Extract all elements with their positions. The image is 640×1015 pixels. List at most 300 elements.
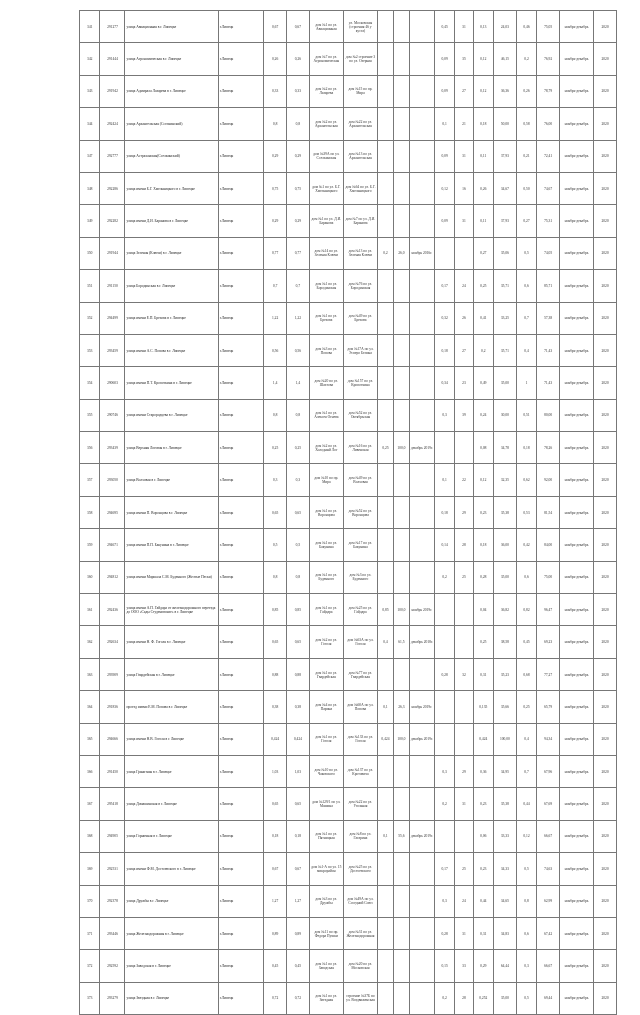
defect-length-cell: [434, 691, 454, 723]
length-asphalt-cell: 0,45: [287, 950, 310, 982]
repair-date-cell: [409, 950, 434, 982]
segment-start-cell: дом №11 по пр. Федора Пушки: [309, 917, 343, 949]
table-row: [80, 658, 617, 690]
repair-percent-cell: [393, 885, 409, 917]
remaining-length-cell: 0,68: [516, 658, 536, 690]
table-row: [80, 172, 617, 204]
repair-date-cell: ноябрь 2016г.: [409, 237, 434, 269]
remaining-percent-cell: 81,54: [537, 496, 560, 528]
length-asphalt-cell: 0,88: [287, 658, 310, 690]
planned-percent-cell: 33,33: [494, 820, 517, 852]
remaining-length-cell: 0,3: [516, 950, 536, 982]
remaining-percent-cell: 71,43: [537, 367, 560, 399]
length-total-cell: 0,3: [264, 464, 287, 496]
defect-percent-cell: 31: [455, 917, 473, 949]
defect-length-cell: [434, 594, 454, 626]
work-year-cell: 2020: [594, 723, 617, 755]
road-code-cell: 291150: [100, 270, 125, 302]
remaining-percent-cell: 84,00: [537, 529, 560, 561]
work-year-cell: 2020: [594, 399, 617, 431]
defect-percent-cell: 28: [455, 529, 473, 561]
remaining-length-cell: 1: [516, 367, 536, 399]
work-period-cell: ноябрь-декабрь: [559, 691, 593, 723]
work-year-cell: 2020: [594, 367, 617, 399]
length-asphalt-cell: 0,75: [287, 172, 310, 204]
planned-length-cell: 0,18: [473, 529, 493, 561]
road-code-cell: 294499: [100, 302, 125, 334]
remaining-length-cell: 0,4: [516, 723, 536, 755]
row-number-cell: 356: [80, 432, 100, 464]
repair-date-cell: [409, 270, 434, 302]
planned-length-cell: 0,2: [473, 334, 493, 366]
length-total-cell: 0,88: [264, 658, 287, 690]
work-year-cell: 2020: [594, 594, 617, 626]
work-period-cell: ноябрь-декабрь: [559, 529, 593, 561]
city-cell: г.Липецк: [218, 529, 264, 561]
road-code-cell: 294695: [100, 496, 125, 528]
length-asphalt-cell: 0,77: [287, 237, 310, 269]
length-total-cell: 0,67: [264, 853, 287, 885]
remaining-length-cell: 0,62: [516, 464, 536, 496]
length-asphalt-cell: 0,8: [287, 561, 310, 593]
remaining-length-cell: 0,42: [516, 529, 536, 561]
defect-percent-cell: 33: [455, 950, 473, 982]
repair-percent-cell: [393, 75, 409, 107]
planned-percent-cell: 37,93: [494, 205, 517, 237]
table-row: [80, 43, 617, 75]
road-code-cell: 293439: [100, 432, 125, 464]
planned-length-cell: 0,424: [473, 723, 493, 755]
planned-percent-cell: 35,38: [494, 788, 517, 820]
remaining-length-cell: 0,51: [516, 399, 536, 431]
street-name-cell: улица Дружбы в г. Липецке: [125, 885, 218, 917]
road-code-cell: 292436: [100, 594, 125, 626]
city-cell: г.Липецк: [218, 820, 264, 852]
city-cell: г.Липецк: [218, 885, 264, 917]
remaining-percent-cell: 75,05: [537, 11, 560, 43]
street-name-cell: улица имени Е.П. Брехова в г. Липецке: [125, 302, 218, 334]
table-row: [80, 496, 617, 528]
length-asphalt-cell: 0,65: [287, 626, 310, 658]
remaining-length-cell: 0,82: [516, 594, 536, 626]
work-period-cell: ноябрь-декабрь: [559, 853, 593, 885]
planned-percent-cell: 36,36: [494, 75, 517, 107]
repair-length-cell: 0,424: [378, 723, 394, 755]
segment-end-cell: дом №64 по ул. Б.Г. Хмельницкого: [343, 172, 377, 204]
defect-percent-cell: 27: [455, 334, 473, 366]
repair-date-cell: [409, 302, 434, 334]
planned-percent-cell: 34,65: [494, 885, 517, 917]
length-asphalt-cell: 0,8: [287, 108, 310, 140]
city-cell: г.Липецк: [218, 691, 264, 723]
table-row: [80, 399, 617, 431]
work-period-cell: ноябрь-декабрь: [559, 723, 593, 755]
repair-length-cell: 0,85: [378, 594, 394, 626]
planned-percent-cell: 100,00: [494, 723, 517, 755]
planned-percent-cell: 30,00: [494, 399, 517, 431]
planned-length-cell: 0,25: [473, 270, 493, 302]
street-name-cell: улица Верхняя Логовая в г. Липецке: [125, 432, 218, 464]
row-number-cell: 372: [80, 950, 100, 982]
repair-date-cell: декабрь 2019г.: [409, 820, 434, 852]
length-asphalt-cell: 0,85: [287, 594, 310, 626]
repair-percent-cell: [393, 140, 409, 172]
remaining-length-cell: 0,7: [516, 302, 536, 334]
repair-length-cell: [378, 982, 394, 1014]
segment-start-cell: дом №1 по ул. Воронцова: [309, 496, 343, 528]
remaining-percent-cell: 76,92: [537, 43, 560, 75]
row-number-cell: 363: [80, 658, 100, 690]
planned-length-cell: 0,49: [473, 367, 493, 399]
repair-percent-cell: [393, 755, 409, 787]
remaining-percent-cell: 66,67: [537, 820, 560, 852]
city-cell: г.Липецк: [218, 43, 264, 75]
repair-length-cell: [378, 11, 394, 43]
remaining-percent-cell: 78,26: [537, 432, 560, 464]
repair-date-cell: [409, 367, 434, 399]
repair-date-cell: [409, 982, 434, 1014]
remaining-length-cell: 0,7: [516, 755, 536, 787]
defect-length-cell: 0,17: [434, 270, 454, 302]
row-number-cell: 353: [80, 334, 100, 366]
planned-length-cell: 0,08: [473, 432, 493, 464]
row-number-cell: 359: [80, 529, 100, 561]
table-row: [80, 788, 617, 820]
remaining-percent-cell: 69,23: [537, 626, 560, 658]
table-row: [80, 982, 617, 1014]
repair-length-cell: [378, 172, 394, 204]
road-code-cell: 290603: [100, 367, 125, 399]
remaining-length-cell: 0,6: [516, 917, 536, 949]
segment-start-cell: дом №1 по ул. Гайдара: [309, 594, 343, 626]
work-period-cell: ноябрь-декабрь: [559, 885, 593, 917]
work-period-cell: ноябрь-декабрь: [559, 11, 593, 43]
planned-percent-cell: 24,03: [494, 11, 517, 43]
work-year-cell: 2020: [594, 853, 617, 885]
segment-end-cell: дом №63А по ул. Гоголя: [343, 626, 377, 658]
table-row: [80, 820, 617, 852]
street-name-cell: улица Зеленая (Ключи) в г. Липецке: [125, 237, 218, 269]
table-row: [80, 205, 617, 237]
road-code-cell: 293050: [100, 464, 125, 496]
city-cell: г.Липецк: [218, 432, 264, 464]
planned-percent-cell: 34,95: [494, 755, 517, 787]
planned-length-cell: 0,13: [473, 11, 493, 43]
remaining-length-cell: 0,45: [516, 626, 536, 658]
table-row: [80, 464, 617, 496]
segment-end-cell: дом №25 по ул. Гайдара: [343, 594, 377, 626]
remaining-length-cell: 0,50: [516, 172, 536, 204]
remaining-percent-cell: 96,47: [537, 594, 560, 626]
repair-percent-cell: [393, 982, 409, 1014]
road-code-cell: 292531: [100, 853, 125, 885]
repair-date-cell: [409, 205, 434, 237]
street-name-cell: улица Гранитная в г. Липецке: [125, 755, 218, 787]
remaining-length-cell: 0,21: [516, 140, 536, 172]
road-code-cell: 290746: [100, 399, 125, 431]
work-period-cell: ноябрь-декабрь: [559, 982, 593, 1014]
length-total-cell: 0,8: [264, 108, 287, 140]
length-asphalt-cell: 1,03: [287, 755, 310, 787]
defect-percent-cell: 24: [455, 270, 473, 302]
row-number-cell: 362: [80, 626, 100, 658]
remaining-length-cell: 0,5: [516, 982, 536, 1014]
road-code-cell: 293279: [100, 982, 125, 1014]
length-total-cell: 1,4: [264, 367, 287, 399]
length-asphalt-cell: 0,5: [287, 529, 310, 561]
street-name-cell: улица Заводская в г. Липецке: [125, 950, 218, 982]
remaining-percent-cell: 78,79: [537, 75, 560, 107]
street-name-cell: улица Горничная в г. Липецке: [125, 820, 218, 852]
road-code-cell: 291444: [100, 43, 125, 75]
road-code-cell: 292592: [100, 950, 125, 982]
repair-percent-cell: [393, 561, 409, 593]
segment-start-cell: дом №1 по ул. Авиационная: [309, 11, 343, 43]
defect-length-cell: 0,1: [434, 464, 454, 496]
work-period-cell: ноябрь-декабрь: [559, 561, 593, 593]
length-total-cell: 1,03: [264, 755, 287, 787]
repair-percent-cell: [393, 334, 409, 366]
work-year-cell: 2020: [594, 11, 617, 43]
defect-percent-cell: [455, 432, 473, 464]
defect-length-cell: [434, 820, 454, 852]
remaining-length-cell: 0,12: [516, 820, 536, 852]
city-cell: г.Липецк: [218, 658, 264, 690]
work-period-cell: ноябрь-декабрь: [559, 108, 593, 140]
planned-percent-cell: 35,00: [494, 561, 517, 593]
row-number-cell: 344: [80, 108, 100, 140]
planned-length-cell: 0,12: [473, 43, 493, 75]
street-name-cell: улица Астраханская(Сселкинский): [125, 140, 218, 172]
segment-start-cell: дом №1 по ул. Бакунина: [309, 529, 343, 561]
segment-end-cell: дом №13 по ул. Архангельская: [343, 140, 377, 172]
row-number-cell: 358: [80, 496, 100, 528]
table-row: [80, 11, 617, 43]
planned-length-cell: 0,24: [473, 399, 493, 431]
table-row: [80, 561, 617, 593]
defect-length-cell: [434, 626, 454, 658]
row-number-cell: 371: [80, 917, 100, 949]
repair-length-cell: [378, 43, 394, 75]
table-row: [80, 950, 617, 982]
length-total-cell: 0,29: [264, 140, 287, 172]
row-number-cell: 368: [80, 820, 100, 852]
length-total-cell: 0,424: [264, 723, 287, 755]
remaining-percent-cell: 67,69: [537, 788, 560, 820]
segment-end-cell: дом №7 по ул. Д.И. Баранова: [343, 205, 377, 237]
segment-start-cell: дом №2 по ул. Холодный Лог: [309, 432, 343, 464]
row-number-cell: 341: [80, 11, 100, 43]
defect-percent-cell: [455, 626, 473, 658]
work-period-cell: ноябрь-декабрь: [559, 432, 593, 464]
defect-percent-cell: 35: [455, 43, 473, 75]
defect-percent-cell: 21: [455, 108, 473, 140]
repair-percent-cell: [393, 464, 409, 496]
city-cell: г.Липецк: [218, 205, 264, 237]
street-name-cell: улица имени Б.Г. Хмельницкого в г. Липецке: [125, 172, 218, 204]
city-cell: г.Липецк: [218, 270, 264, 302]
repair-date-cell: [409, 172, 434, 204]
planned-percent-cell: 33,25: [494, 302, 517, 334]
table-row: [80, 691, 617, 723]
repair-percent-cell: [393, 950, 409, 982]
repair-length-cell: [378, 853, 394, 885]
work-year-cell: 2020: [594, 820, 617, 852]
defect-percent-cell: 25: [455, 561, 473, 593]
city-cell: г.Липецк: [218, 237, 264, 269]
road-code-cell: 292286: [100, 172, 125, 204]
defect-percent-cell: 29: [455, 496, 473, 528]
repair-date-cell: [409, 334, 434, 366]
remaining-percent-cell: 74,63: [537, 853, 560, 885]
table-row: [80, 237, 617, 269]
street-name-cell: улица Архангельская (Сселкинский): [125, 108, 218, 140]
length-total-cell: 0,26: [264, 43, 287, 75]
length-total-cell: 0,89: [264, 917, 287, 949]
remaining-length-cell: 0,4: [516, 334, 536, 366]
planned-length-cell: 0,23: [473, 853, 493, 885]
road-code-cell: 291450: [100, 755, 125, 787]
repair-date-cell: ноябрь 2019г.: [409, 691, 434, 723]
repair-percent-cell: [393, 367, 409, 399]
work-year-cell: 2020: [594, 982, 617, 1014]
segment-start-cell: дом №129/1 по ул. Машина: [309, 788, 343, 820]
length-asphalt-cell: 0,7: [287, 270, 310, 302]
row-number-cell: 349: [80, 205, 100, 237]
planned-percent-cell: 35,71: [494, 334, 517, 366]
work-year-cell: 2020: [594, 172, 617, 204]
length-total-cell: 0,75: [264, 172, 287, 204]
remaining-percent-cell: 66,67: [537, 950, 560, 982]
repair-date-cell: [409, 11, 434, 43]
planned-length-cell: 0,44: [473, 885, 493, 917]
segment-start-cell: дом №7 по ул. Агрономическая: [309, 43, 343, 75]
remaining-percent-cell: 72,41: [537, 140, 560, 172]
length-total-cell: 0,7: [264, 270, 287, 302]
defect-length-cell: 0,3: [434, 399, 454, 431]
defect-percent-cell: 29: [455, 755, 473, 787]
defect-length-cell: 0,28: [434, 917, 454, 949]
row-number-cell: 367: [80, 788, 100, 820]
repair-length-cell: [378, 561, 394, 593]
length-asphalt-cell: 0,72: [287, 982, 310, 1014]
remaining-length-cell: 0,25: [516, 691, 536, 723]
repair-date-cell: ноябрь 2019г.: [409, 594, 434, 626]
defect-length-cell: 0,3: [434, 755, 454, 787]
work-year-cell: 2020: [594, 270, 617, 302]
segment-end-cell: дом №76 по ул. Бородинская: [343, 270, 377, 302]
city-cell: г.Липецк: [218, 755, 264, 787]
repair-length-cell: [378, 464, 394, 496]
segment-start-cell: дом №3 по ул. Дружбы: [309, 885, 343, 917]
length-asphalt-cell: 0,67: [287, 853, 310, 885]
remaining-percent-cell: 75,00: [537, 561, 560, 593]
length-total-cell: 0,85: [264, 594, 287, 626]
repair-length-cell: [378, 529, 394, 561]
planned-percent-cell: 35,06: [494, 237, 517, 269]
length-asphalt-cell: 0,26: [287, 43, 310, 75]
length-asphalt-cell: 0,8: [287, 399, 310, 431]
defect-length-cell: [434, 432, 454, 464]
table-row: [80, 626, 617, 658]
planned-length-cell: 0,06: [473, 820, 493, 852]
segment-end-cell: дом №15 по пр. Мира: [343, 75, 377, 107]
repair-percent-cell: 100,0: [393, 723, 409, 755]
city-cell: г.Липецк: [218, 302, 264, 334]
segment-end-cell: дом №60А по ул. Попова: [343, 691, 377, 723]
city-cell: г.Липецк: [218, 917, 264, 949]
remaining-length-cell: 0,26: [516, 75, 536, 107]
planned-length-cell: 0,28: [473, 561, 493, 593]
work-period-cell: ноябрь-декабрь: [559, 950, 593, 982]
repair-date-cell: декабрь 2019г.: [409, 723, 434, 755]
work-year-cell: 2020: [594, 334, 617, 366]
repair-percent-cell: [393, 496, 409, 528]
segment-end-cell: дом №31 по ул. Железнодорожная: [343, 917, 377, 949]
defect-length-cell: 0,2: [434, 788, 454, 820]
city-cell: г.Липецк: [218, 626, 264, 658]
remaining-percent-cell: 67,42: [537, 917, 560, 949]
length-total-cell: 0,33: [264, 75, 287, 107]
segment-end-cell: строение №37Б по ул. Воздвиженская: [343, 982, 377, 1014]
planned-percent-cell: 35,00: [494, 367, 517, 399]
table-row: [80, 755, 617, 787]
street-name-cell: улица имени А.С. Попова в г. Липецке: [125, 334, 218, 366]
planned-percent-cell: 35,71: [494, 270, 517, 302]
segment-end-cell: дом №8 по ул. Гагарина: [343, 820, 377, 852]
city-cell: г.Липецк: [218, 594, 264, 626]
remaining-length-cell: 0,5: [516, 853, 536, 885]
repair-date-cell: [409, 755, 434, 787]
work-period-cell: ноябрь-декабрь: [559, 270, 593, 302]
table-row: [80, 140, 617, 172]
planned-percent-cell: 37,93: [494, 140, 517, 172]
segment-end-cell: дом №13 по ул. Зеленая Ключи: [343, 237, 377, 269]
city-cell: г.Липецк: [218, 75, 264, 107]
road-code-cell: 294905: [100, 820, 125, 852]
work-period-cell: ноябрь-декабрь: [559, 205, 593, 237]
row-number-cell: 365: [80, 723, 100, 755]
remaining-percent-cell: 80,00: [537, 399, 560, 431]
row-number-cell: 360: [80, 561, 100, 593]
city-cell: г.Липецк: [218, 982, 264, 1014]
segment-start-cell: дом №39А по ул. Сселкинская: [309, 140, 343, 172]
segment-start-cell: дом №10 по пр. Мира: [309, 464, 343, 496]
road-code-cell: 292634: [100, 626, 125, 658]
length-total-cell: 0,18: [264, 820, 287, 852]
planned-length-cell: 0,29: [473, 950, 493, 982]
length-asphalt-cell: 0,65: [287, 788, 310, 820]
row-number-cell: 343: [80, 75, 100, 107]
remaining-percent-cell: 67,96: [537, 755, 560, 787]
repair-percent-cell: [393, 917, 409, 949]
work-year-cell: 2020: [594, 950, 617, 982]
street-name-cell: улица имени П.Т. Кропоткина в г. Липецке: [125, 367, 218, 399]
length-total-cell: 0,56: [264, 334, 287, 366]
defect-percent-cell: [455, 691, 473, 723]
repair-percent-cell: 100,0: [393, 432, 409, 464]
planned-length-cell: 0,31: [473, 658, 493, 690]
planned-length-cell: 0,23: [473, 496, 493, 528]
remaining-percent-cell: 85,71: [537, 270, 560, 302]
repair-length-cell: [378, 367, 394, 399]
repair-percent-cell: [393, 788, 409, 820]
work-period-cell: ноябрь-декабрь: [559, 140, 593, 172]
segment-start-cell: дом №1 по ул. Заводская: [309, 950, 343, 982]
remaining-length-cell: 0,5: [516, 237, 536, 269]
segment-start-cell: дом №1 по ул. Буденного: [309, 561, 343, 593]
segment-end-cell: дом №17 по ул. Бакунина: [343, 529, 377, 561]
